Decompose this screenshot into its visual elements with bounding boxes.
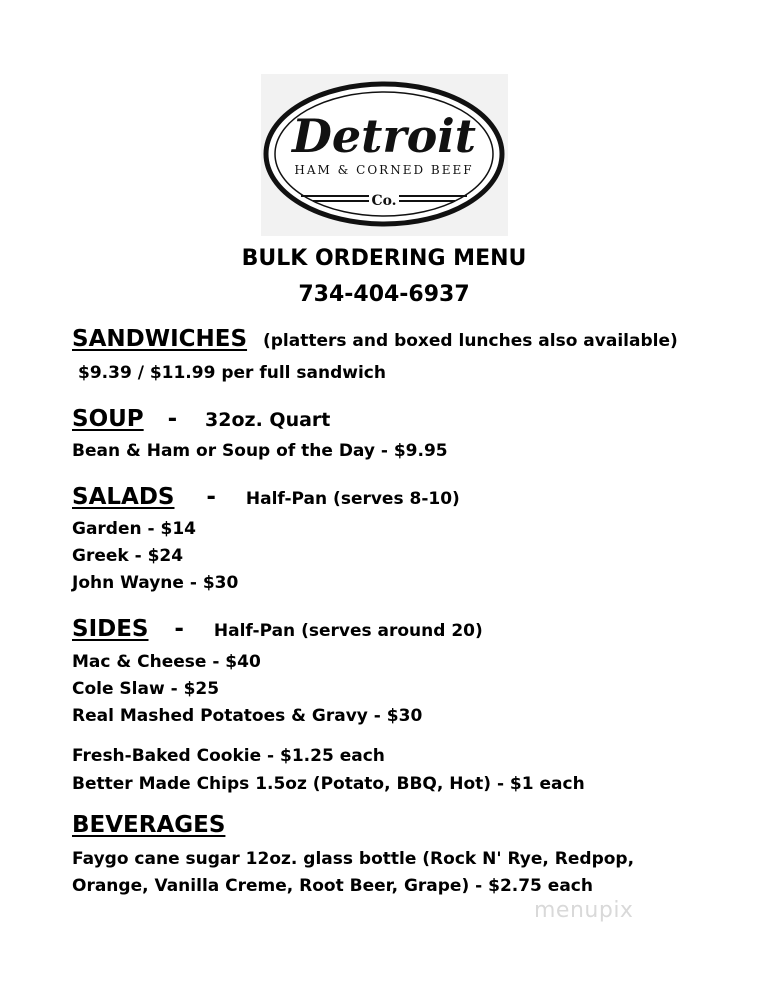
- menu-item: Fresh-Baked Cookie - $1.25 each: [72, 746, 385, 766]
- section-sides: [72, 618, 483, 642]
- sandwiches-price: $9.39 / $11.99 per full sandwich: [78, 363, 386, 383]
- salads-note: Half-Pan (serves 8-10): [245, 489, 460, 509]
- menu-item: Faygo cane sugar 12oz. glass bottle (Rock N' Rye, Redpop,: [72, 849, 635, 869]
- section-soup: [72, 408, 330, 432]
- menu-item: Mac & Cheese - $40: [72, 652, 261, 672]
- section-beverages: [72, 814, 225, 838]
- sides-heading: SIDES: [72, 616, 149, 642]
- soup-heading: SOUP: [72, 406, 144, 432]
- logo-brand: Detroit: [291, 109, 477, 163]
- menu-item: Cole Slaw - $25: [72, 679, 220, 699]
- logo: [261, 74, 508, 236]
- section-sandwiches: [72, 328, 678, 352]
- salads-heading: SALADS: [72, 484, 175, 510]
- watermark: menupix: [534, 898, 634, 923]
- menu-item: Greek - $24: [72, 546, 184, 566]
- logo-tagline: HAM & CORNED BEEF: [294, 163, 474, 177]
- salads-dash: -: [206, 484, 216, 510]
- menu-title: BULK ORDERING MENU: [241, 246, 527, 271]
- menu-item: Garden - $14: [72, 519, 196, 539]
- soup-note: 32oz. Quart: [205, 409, 331, 431]
- menu-item: John Wayne - $30: [72, 573, 239, 593]
- beverages-heading: BEVERAGES: [72, 812, 226, 838]
- menu-item: Better Made Chips 1.5oz (Potato, BBQ, Hot) - $1 each: [72, 774, 585, 794]
- menu-item: Orange, Vanilla Creme, Root Beer, Grape) - $2.75 each: [72, 876, 593, 896]
- soup-dash: -: [167, 406, 178, 432]
- menu-item: Real Mashed Potatoes & Gravy - $30: [72, 706, 423, 726]
- menu-item: Bean & Ham or Soup of the Day - $9.95: [72, 441, 448, 461]
- logo-graphic: [261, 74, 508, 236]
- sides-dash: -: [174, 616, 184, 642]
- section-salads: [72, 486, 460, 510]
- logo-mark: Co.: [371, 193, 397, 209]
- phone-number: 734-404-6937: [298, 282, 470, 307]
- sandwiches-note: (platters and boxed lunches also available): [262, 331, 678, 351]
- sides-note: Half-Pan (serves around 20): [213, 621, 483, 641]
- sandwiches-heading: SANDWICHES: [72, 326, 248, 352]
